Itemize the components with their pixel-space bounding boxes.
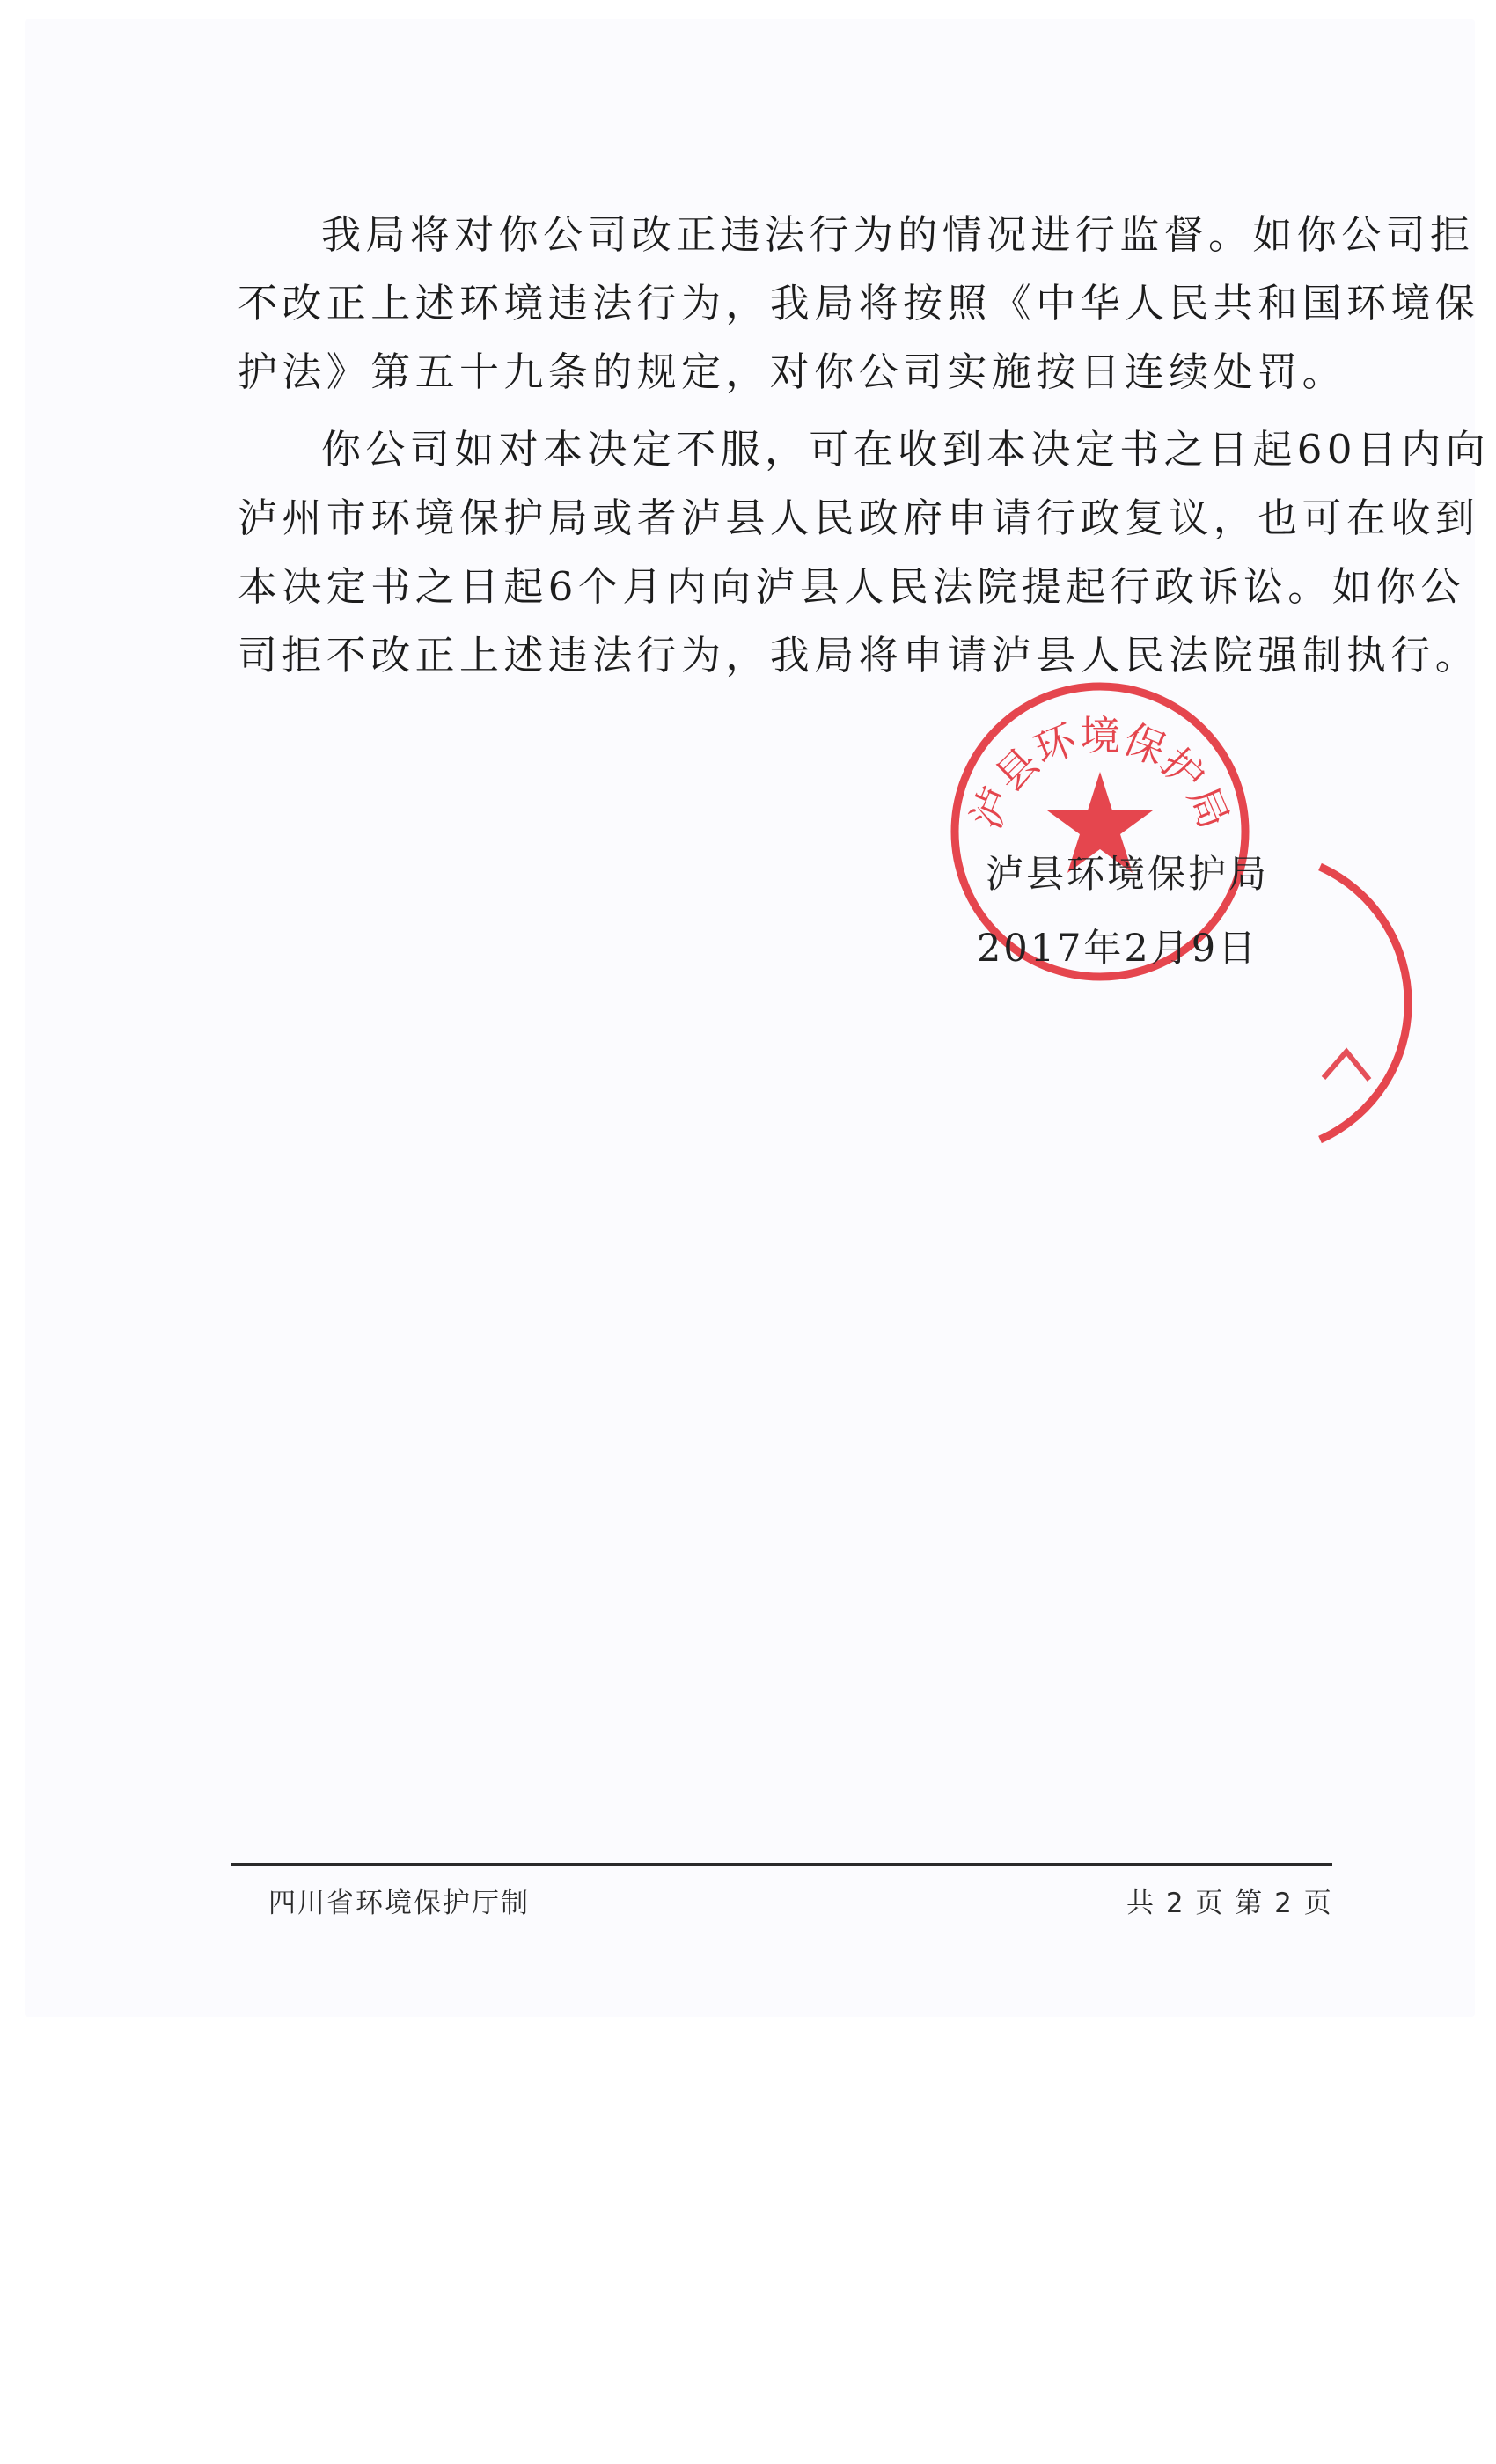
paragraph-line: 泸州市环境保护局或者泸县人民政府申请行政复议，也可在收到 — [238, 495, 1480, 541]
page-counter: 共 2 页 第 2 页 — [1126, 1888, 1333, 1919]
perforation-seal-fragment — [1311, 849, 1496, 1157]
footer-issuer: 四川省环境保护厅制 — [268, 1888, 530, 1919]
issuing-organization: 泸县环境保护局 — [986, 853, 1269, 897]
paragraph-line: 护法》第五十九条的规定，对你公司实施按日连续处罚。 — [238, 348, 1347, 395]
paragraph-supervision — [238, 201, 1480, 407]
paragraph-line: 司拒不改正上述违法行为，我局将申请泸县人民法院强制执行。 — [238, 632, 1480, 678]
seal-text: 泸县环境保护局 — [961, 712, 1239, 836]
paragraph-line: 你公司如对本决定不服，可在收到本决定书之日起60日内向 — [321, 426, 1491, 473]
paragraph-line: 我局将对你公司改正违法行为的情况进行监督。如你公司拒 — [321, 211, 1475, 258]
paragraph-line: 不改正上述环境违法行为，我局将按照《中华人民共和国环境保 — [238, 280, 1480, 326]
paragraph-appeal-rights — [238, 415, 1491, 690]
footer-divider — [231, 1863, 1332, 1866]
issue-date: 2017年2月9日 — [977, 927, 1259, 971]
paragraph-line: 本决定书之日起6个月内向泸县人民法院提起行政诉讼。如你公 — [238, 563, 1465, 610]
